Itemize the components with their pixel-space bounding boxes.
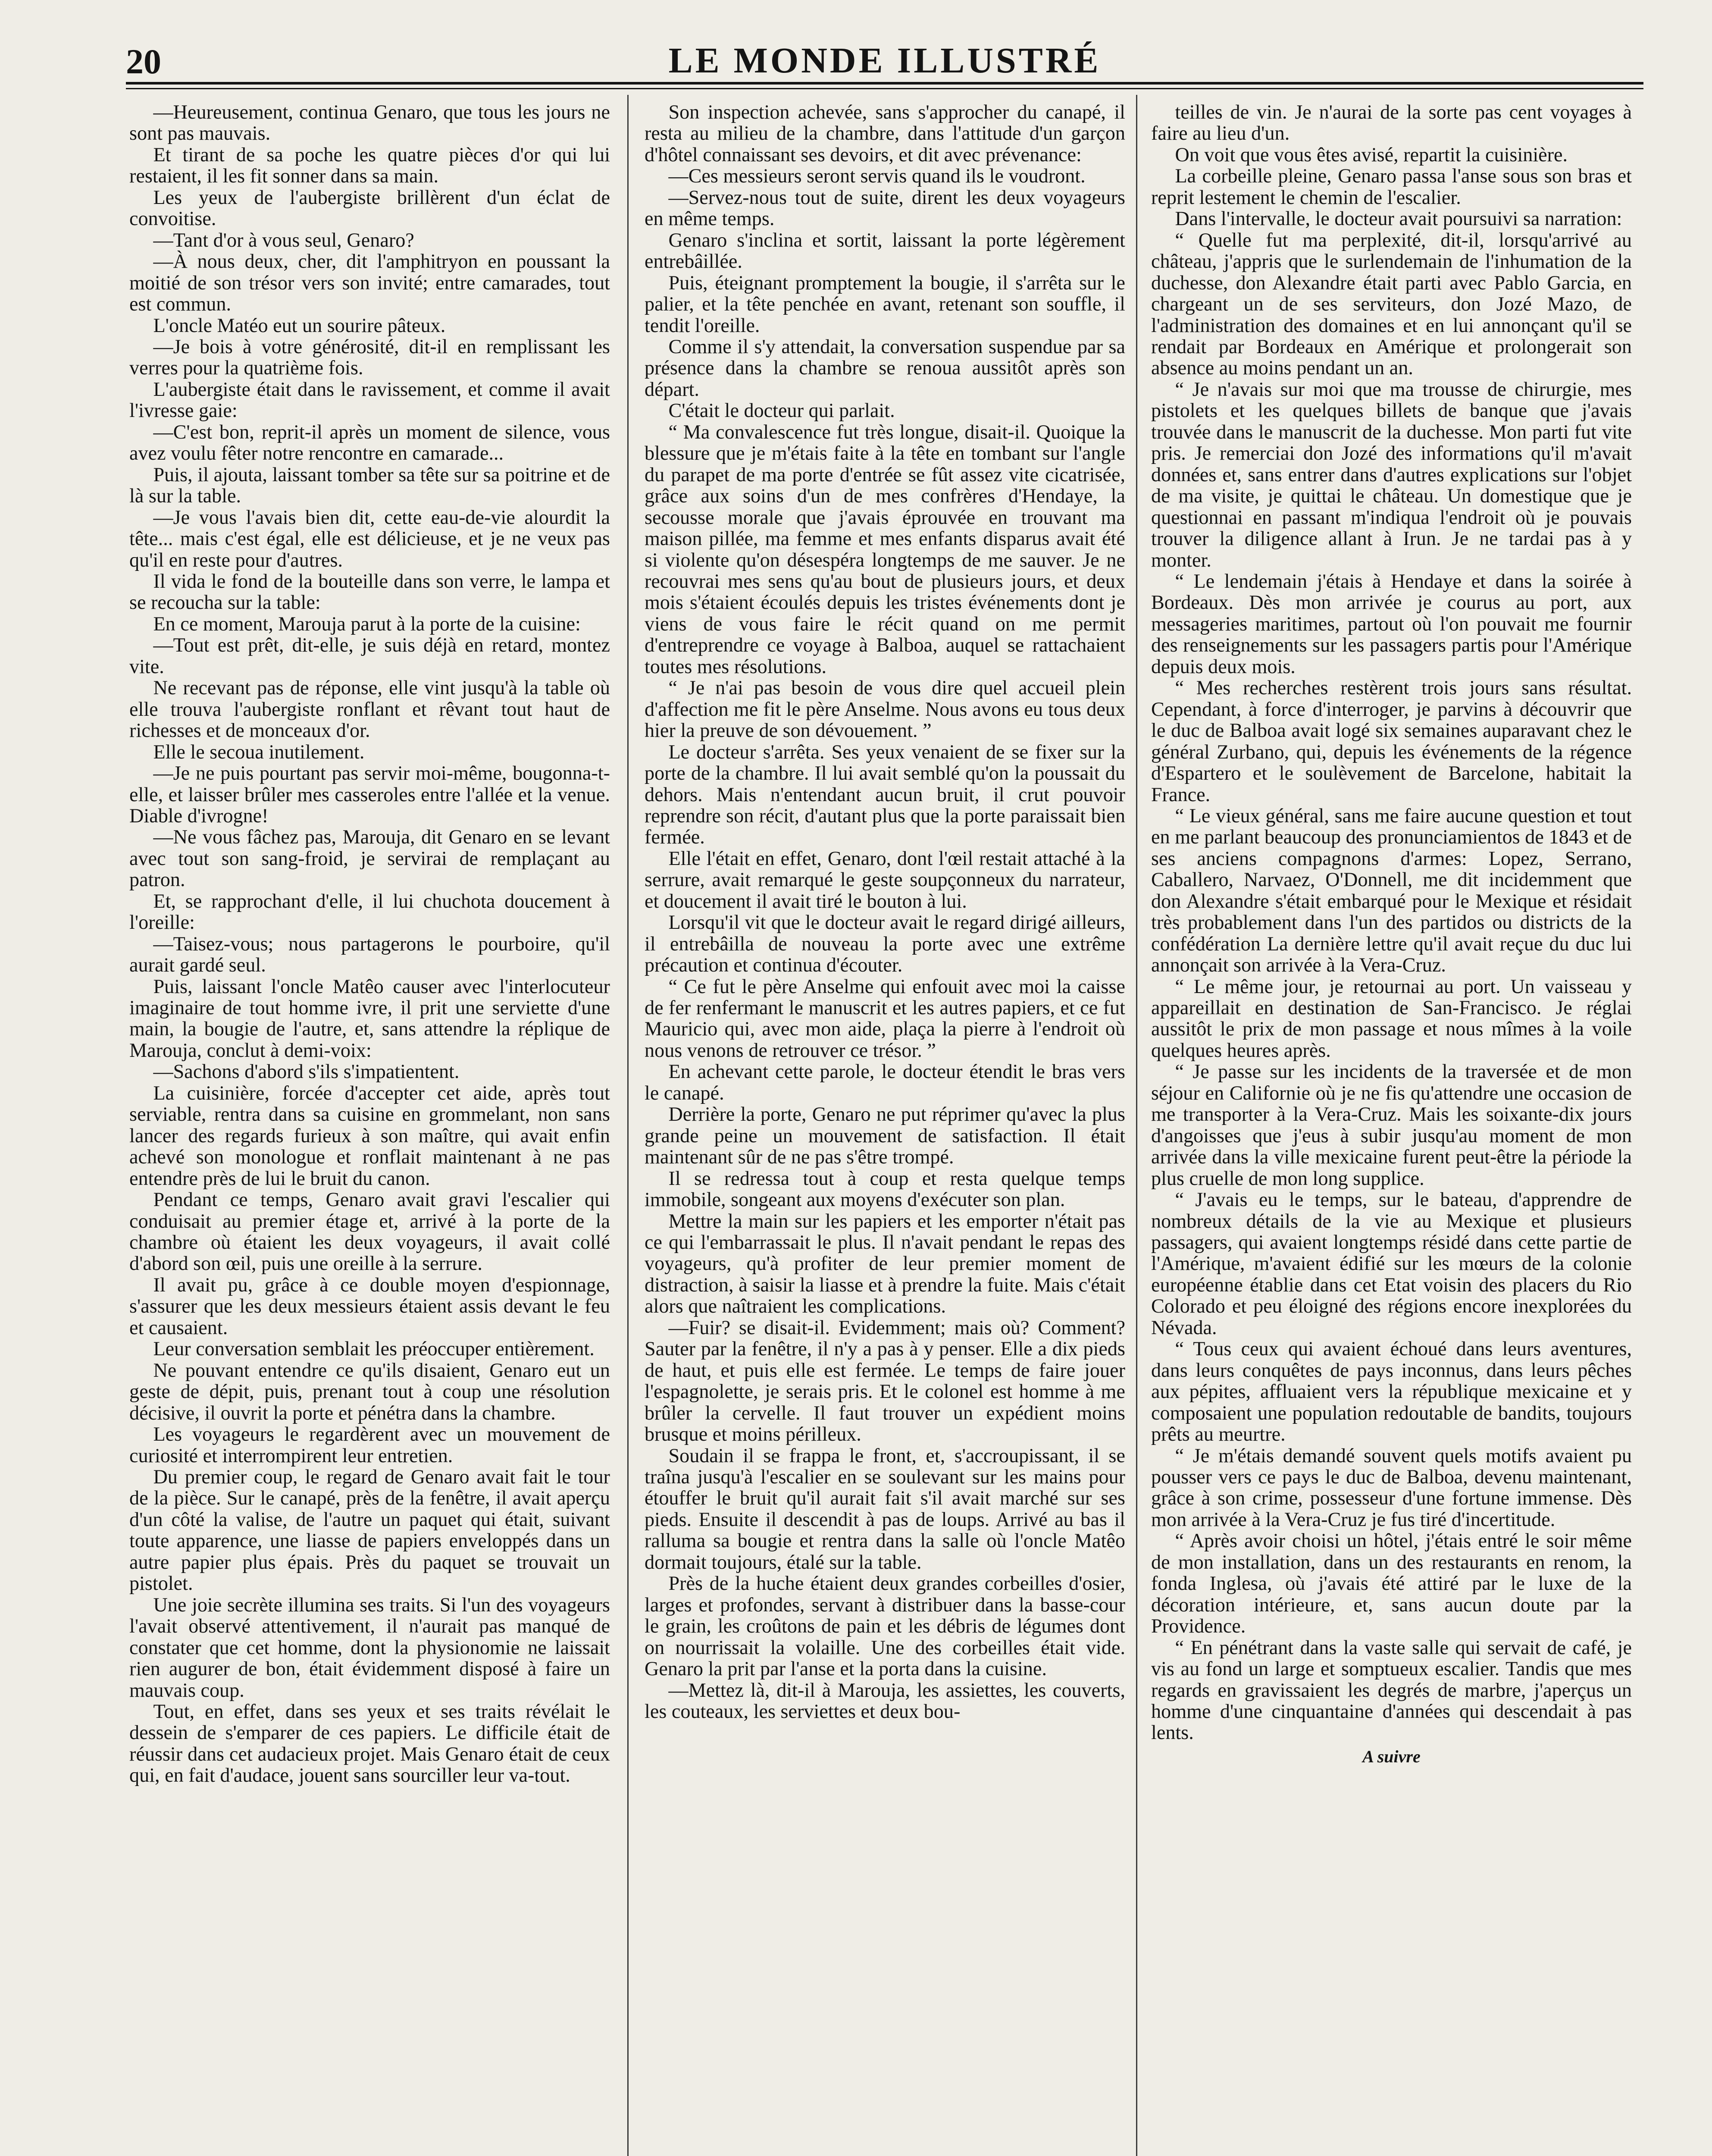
- paragraph: “ Le vieux général, sans me faire aucune question et tout en me parlant beaucoup des pronunciamientos de 1843 et de ses anciens compagnons d'armes: Lopez, Serrano, Caballero, Narvaez, O'Donnell, me dit incidemment que don Alexandre s'était embarqué pour le Mexique et résidait très probablement dans l'un des partidos ou districts de la confédération La dernière lettre qu'il avait reçue du duc lui annonçait son arrivée à la Vera-Cruz.: [1151, 804, 1632, 976]
- paragraph: C'était le docteur qui parlait.: [668, 399, 895, 422]
- paragraph: “ Je n'ai pas besoin de vous dire quel accueil plein d'affection me fit le père Anselme. Nous avons eu tous deux hier la preuve de son dévouement. ”: [645, 677, 1125, 742]
- paragraph: —Fuir? se disait-il. Evidemment; mais où? Comment? Sauter par la fenêtre, il n'y a pas à y penser. Elle a dix pieds de haut, et puis elle est fermée. Le temps de faire jouer l'espagnolette, je serais pris. Et le colonel est homme à me brûler la cervelle. Il faut trouver un expédient moins brusque et moins périlleux.: [645, 1316, 1125, 1445]
- paragraph: Puis, éteignant promptement la bougie, il s'arrêta sur le palier, et la tête penchée en avant, retenant son souffle, il tendit l'oreille.: [645, 271, 1125, 336]
- paragraph: La cuisinière, forcée d'accepter cet aide, après tout serviable, rentra dans sa cuisine en grommelant, non sans lancer des regards furieux à son maître, qui avait enfin achevé son monologue et ronflait maintenant à ne pas entendre près de lui le bruit du canon.: [129, 1081, 610, 1189]
- masthead-title: LE MONDE ILLUSTRÉ: [668, 41, 1101, 81]
- paragraph: “ Après avoir choisi un hôtel, j'étais entré le soir même de mon installation, dans un des restaurants en renom, la fonda Inglesa, où j'avais été attiré par le luxe de la décoration intérieure, et, sans aucun doute par la Providence.: [1151, 1529, 1632, 1637]
- paragraph: On voit que vous êtes avisé, repartit la cuisinière.: [1175, 143, 1568, 166]
- paragraph: Genaro s'inclina et sortit, laissant la porte légèrement entrebâillée.: [645, 229, 1125, 273]
- paragraph: Pendant ce temps, Genaro avait gravi l'escalier qui conduisait au premier étage et, arrivé à la porte de la chambre où étaient les deux voyageurs, il avait collé d'abord son œil, puis une oreille à la serrure.: [129, 1188, 610, 1275]
- paragraph: Ne recevant pas de réponse, elle vint jusqu'à la table où elle trouva l'aubergiste ronflant et rêvant tout haut de richesses et de monceaux d'or.: [129, 677, 610, 742]
- paragraph: Ne pouvant entendre ce qu'ils disaient, Genaro eut un geste de dépit, puis, prenant tout à coup une résolution décisive, il ouvrit la porte et pénétra dans la chambre.: [129, 1359, 610, 1424]
- paragraph: Du premier coup, le regard de Genaro avait fait le tour de la pièce. Sur le canapé, près de la fenêtre, il avait aperçu d'un côté la valise, de l'autre un paquet qui était, suivant toute apparence, une liasse de papiers enveloppés dans un autre papier plus épais. Près du paquet se trouvait un pistolet.: [129, 1466, 610, 1595]
- paragraph: Une joie secrète illumina ses traits. Si l'un des voyageurs l'avait observé attentivement, il n'aurait pas manqué de constater que cet homme, dont la physionomie ne laissait rien augurer de bon, était évidemment disposé à faire un mauvais coup.: [129, 1593, 610, 1701]
- paragraph: —Sachons d'abord s'ils s'impatientent.: [153, 1060, 460, 1083]
- text-column-2: [645, 101, 1125, 1722]
- page-header: [126, 38, 1643, 81]
- paragraph: —Je bois à votre générosité, dit-il en remplissant les verres pour la quatrième fois.: [129, 335, 610, 379]
- paragraph: Leur conversation semblait les préoccuper entièrement.: [153, 1338, 595, 1360]
- paragraph: “ Ce fut le père Anselme qui enfouit avec moi la caisse de fer renfermant le manuscrit et les autres papiers, et ce fut Mauricio qui, avec mon aide, plaça la pierre à l'endroit où nous venons de retrouver ce trésor. ”: [645, 975, 1125, 1061]
- paragraph: Elle le secoua inutilement.: [153, 740, 365, 763]
- paragraph: —Taisez-vous; nous partagerons le pourboire, qu'il aurait gardé seul.: [129, 932, 610, 976]
- to-be-continued-note: A suivre: [1362, 1746, 1421, 1766]
- paragraph: Et tirant de sa poche les quatre pièces d'or qui lui restaient, il les fit sonner dans sa main.: [129, 143, 610, 187]
- text-column-3: [1151, 101, 1632, 1767]
- paragraph: Lorsqu'il vit que le docteur avait le regard dirigé ailleurs, il entrebâilla de nouveau la porte avec une extrême précaution et continua d'écouter.: [645, 911, 1125, 976]
- paragraph: Il se redressa tout à coup et resta quelque temps immobile, songeant aux moyens d'exécuter son plan.: [645, 1167, 1125, 1211]
- paragraph: Il avait pu, grâce à ce double moyen d'espionnage, s'assurer que les deux messieurs étaient assis devant le feu et causaient.: [129, 1273, 610, 1338]
- paragraph: teilles de vin. Je n'aurai de la sorte pas cent voyages à faire au lieu d'un.: [1151, 101, 1632, 144]
- paragraph: Et, se rapprochant d'elle, il lui chuchota doucement à l'oreille:: [129, 890, 610, 934]
- paragraph: Les voyageurs le regardèrent avec un mouvement de curiosité et interrompirent leur entretien.: [129, 1423, 610, 1467]
- paragraph: L'oncle Matéo eut un sourire pâteux.: [153, 314, 446, 336]
- paragraph: Le docteur s'arrêta. Ses yeux venaient de se fixer sur la porte de la chambre. Il lui avait semblé qu'on la poussait du dehors. Mais n'entendant aucun bruit, il crut pouvoir reprendre son récit, d'autant plus que la porte paraissait bien fermée.: [645, 740, 1125, 848]
- page-number: 20: [126, 42, 161, 81]
- paragraph: “ Tous ceux qui avaient échoué dans leurs aventures, dans leurs conquêtes de pays inconnus, dans leurs pêches aux pépites, affluaient vers la république mexicaine et y composaient une population redoutable de bandits, toujours prêts au meurtre.: [1151, 1338, 1632, 1445]
- paragraph: La corbeille pleine, Genaro passa l'anse sous son bras et reprit lestement le chemin de l'escalier.: [1151, 165, 1632, 208]
- paragraph: “ Mes recherches restèrent trois jours sans résultat. Cependant, à force d'interroger, je parvins à découvrir que le duc de Balboa avait logé six semaines auparavant chez le général Zurbano, qui, depuis les événements de la régence d'Espartero et le soulèvement de Barcelone, habitait la France.: [1151, 677, 1632, 805]
- column-divider: [627, 95, 629, 2156]
- paragraph: —Ne vous fâchez pas, Marouja, dit Genaro en se levant avec tout son sang-froid, je servirai de remplaçant au patron.: [129, 826, 610, 891]
- paragraph: L'aubergiste était dans le ravissement, et comme il avait l'ivresse gaie:: [129, 378, 610, 422]
- paragraph: En ce moment, Marouja parut à la porte de la cuisine:: [153, 612, 581, 635]
- header-rule: [126, 82, 1643, 85]
- paragraph: Derrière la porte, Genaro ne put réprimer qu'avec la plus grande peine un mouvement de satisfaction. Il était maintenant sûr de ne pas s'être trompé.: [645, 1103, 1125, 1168]
- paragraph: —À nous deux, cher, dit l'amphitryon en poussant la moitié de son trésor vers son invité; entre camarades, tout est commun.: [129, 250, 610, 315]
- paragraph: “ Je passe sur les incidents de la traversée et de mon séjour en Californie où je ne fis qu'attendre une occasion de me transporter à la Vera-Cruz. Mais les soixante-dix jours d'angoisses que j'eus à subir jusqu'au moment de mon arrivée dans la ville mexicaine furent peut-être la période la plus cruelle de mon long supplice.: [1151, 1060, 1632, 1189]
- paragraph: “ Je n'avais sur moi que ma trousse de chirurgie, mes pistolets et les quelques billets de banque que j'avais trouvée dans le manuscrit de la duchesse. Mon parti fut vite pris. Je remerciai don Jozé des informations qu'il m'avait données et, sans entrer dans d'autres explications sur l'objet de ma visite, je quittai le château. Un domestique que je questionnai en passant m'indiqua l'endroit où je pouvais trouver la diligence allant à Irun. Je ne tardai pas à y monter.: [1151, 378, 1632, 571]
- paragraph: Dans l'intervalle, le docteur avait poursuivi sa narration:: [1175, 207, 1622, 230]
- paragraph: —Ces messieurs seront servis quand ils le voudront.: [668, 165, 1086, 187]
- paragraph: —Mettez là, dit-il à Marouja, les assiettes, les couverts, les couteaux, les serviettes et deux bou-: [645, 1679, 1125, 1722]
- paragraph: “ Le même jour, je retournai au port. Un vaisseau y appareillait en destination de San-Francisco. Je réglai aussitôt le prix de mon passage et nous mîmes à la voile quelques heures après.: [1151, 975, 1632, 1061]
- column-divider: [1136, 95, 1137, 2156]
- paragraph: —Heureusement, continua Genaro, que tous les jours ne sont pas mauvais.: [129, 101, 610, 144]
- paragraph: Les yeux de l'aubergiste brillèrent d'un éclat de convoitise.: [129, 186, 610, 230]
- paragraph: “ Je m'étais demandé souvent quels motifs avaient pu pousser vers ce pays le duc de Balboa, devenu maintenant, grâce à son crime, possesseur d'une fortune immense. Dès mon arrivée à la Vera-Cruz je fus tiré d'incertitude.: [1151, 1444, 1632, 1530]
- paragraph: Comme il s'y attendait, la conversation suspendue par sa présence dans la chambre se renoua aussitôt après son départ.: [645, 335, 1125, 400]
- paragraph: “ Ma convalescence fut très longue, disait-il. Quoique la blessure que je m'étais faite à la tête en tombant sur l'angle du parapet de ma porte d'entrée se fût assez vite cicatrisée, grâce aux soins d'un de mes confrères d'Hendaye, la secousse morale que j'avais éprouvée en trouvant ma maison pillée, ma femme et mes enfants disparus avait été si violente qu'on désespéra longtemps de me sauver. Je ne recouvrai mes sens qu'au bout de plusieurs jours, et deux mois s'étaient écoulés depuis les tristes événements dont je viens de vous faire le récit quand on me permit d'entreprendre ce voyage à Balboa, auquel se rattachaient toutes mes résolutions.: [645, 420, 1125, 677]
- paragraph: Soudain il se frappa le front, et, s'accroupissant, il se traîna jusqu'à l'escalier en se soulevant sur les mains pour étouffer le bruit qu'il aurait fait s'il avait marché sur ses pieds. Ensuite il descendit à pas de loups. Arrivé au bas il ralluma sa bougie et rentra dans la salle où l'oncle Matêo dormait toujours, étalé sur la table.: [645, 1444, 1125, 1573]
- paragraph: —Servez-nous tout de suite, dirent les deux voyageurs en même temps.: [645, 186, 1125, 230]
- paragraph: —Tant d'or à vous seul, Genaro?: [153, 229, 414, 251]
- paragraph: Puis, laissant l'oncle Matêo causer avec l'interlocuteur imaginaire de tout homme ivre, il prit une serviette d'une main, la bougie de l'autre, et, sans attendre la réplique de Marouja, conclut à demi-voix:: [129, 975, 610, 1061]
- paragraph: Mettre la main sur les papiers et les emporter n'était pas ce qui l'embarrassait le plus. Il n'avait pendant le repas des voyageurs, qu'à profiter de leur premier moment de distraction, à saisir la liasse et à prendre la fuite. Mais c'était alors que naîtraient les complications.: [645, 1210, 1125, 1317]
- header-rule-thin: [126, 88, 1643, 89]
- paragraph: “ J'avais eu le temps, sur le bateau, d'apprendre de nombreux détails de la vie au Mexique et plusieurs passagers, qui avaient longtemps résidé dans cette partie de l'Amérique, m'avaient édifié sur les mœurs de la colonie européenne établie dans cet Etat voisin des placers du Rio Colorado et peu éloigné des régions encore inexplorées du Névada.: [1151, 1188, 1632, 1338]
- text-column-1: [129, 101, 610, 1786]
- paragraph: Près de la huche étaient deux grandes corbeilles d'osier, larges et profondes, servant à distribuer dans la basse-cour le grain, les croûtons de pain et les débris de légumes dont on nourrissait la volaille. Une des corbeilles était vide. Genaro la prit par l'anse et la porta dans la cuisine.: [645, 1572, 1125, 1680]
- paragraph: Puis, il ajouta, laissant tomber sa tête sur sa poitrine et de là sur la table.: [129, 463, 610, 507]
- paragraph: Il vida le fond de la bouteille dans son verre, le lampa et se recoucha sur la table:: [129, 570, 610, 614]
- paragraph: —Je vous l'avais bien dit, cette eau-de-vie alourdit la tête... mais c'est égal, elle est délicieuse, et je ne veux pas qu'il en reste pour d'autres.: [129, 506, 610, 571]
- paragraph: “ Quelle fut ma perplexité, dit-il, lorsqu'arrivé au château, j'appris que le surlendemain de l'inhumation de la duchesse, don Alexandre était parti avec Pablo Garcia, en chargeant un de ses serviteurs, don Jozé Mazo, de l'administration des domaines et en lui annonçant qu'il se rendait par Bordeaux en Amérique et prolongerait son absence au moins pendant un an.: [1151, 229, 1632, 379]
- paragraph: En achevant cette parole, le docteur étendit le bras vers le canapé.: [645, 1060, 1125, 1104]
- paragraph: —C'est bon, reprit-il après un moment de silence, vous avez voulu fêter notre rencontre en camarade...: [129, 420, 610, 464]
- paragraph: Son inspection achevée, sans s'approcher du canapé, il resta au milieu de la chambre, dans l'attitude d'un garçon d'hôtel connaissant ses devoirs, et dit avec prévenance:: [645, 101, 1125, 166]
- paragraph: “ Le lendemain j'étais à Hendaye et dans la soirée à Bordeaux. Dès mon arrivée je courus au port, aux messageries maritimes, partout où l'on pouvait me fournir des renseignements sur les passagers partis pour l'Amérique depuis deux mois.: [1151, 570, 1632, 677]
- paragraph: Tout, en effet, dans ses yeux et ses traits révélait le dessein de s'emparer de ces papiers. Le difficile était de réussir dans cet audacieux projet. Mais Genaro était de ceux qui, en fait d'audace, jouent sans sourciller leur va-tout.: [129, 1700, 610, 1786]
- paragraph: —Tout est prêt, dit-elle, je suis déjà en retard, montez vite.: [129, 634, 610, 677]
- paragraph: “ En pénétrant dans la vaste salle qui servait de café, je vis au fond un large et somptueux escalier. Tandis que mes regards en gravissaient les degrés de marbre, j'aperçus un homme d'une cinquantaine d'années qui descendait à pas lents.: [1151, 1636, 1632, 1744]
- paragraph: —Je ne puis pourtant pas servir moi-même, bougonna-t-elle, et laisser brûler mes casseroles entre l'allée et la venue. Diable d'ivrogne!: [129, 762, 610, 827]
- paragraph: Elle l'était en effet, Genaro, dont l'œil restait attaché à la serrure, avait remarqué le geste soupçonneux du narrateur, et doucement il avait tiré le bouton à lui.: [645, 847, 1125, 912]
